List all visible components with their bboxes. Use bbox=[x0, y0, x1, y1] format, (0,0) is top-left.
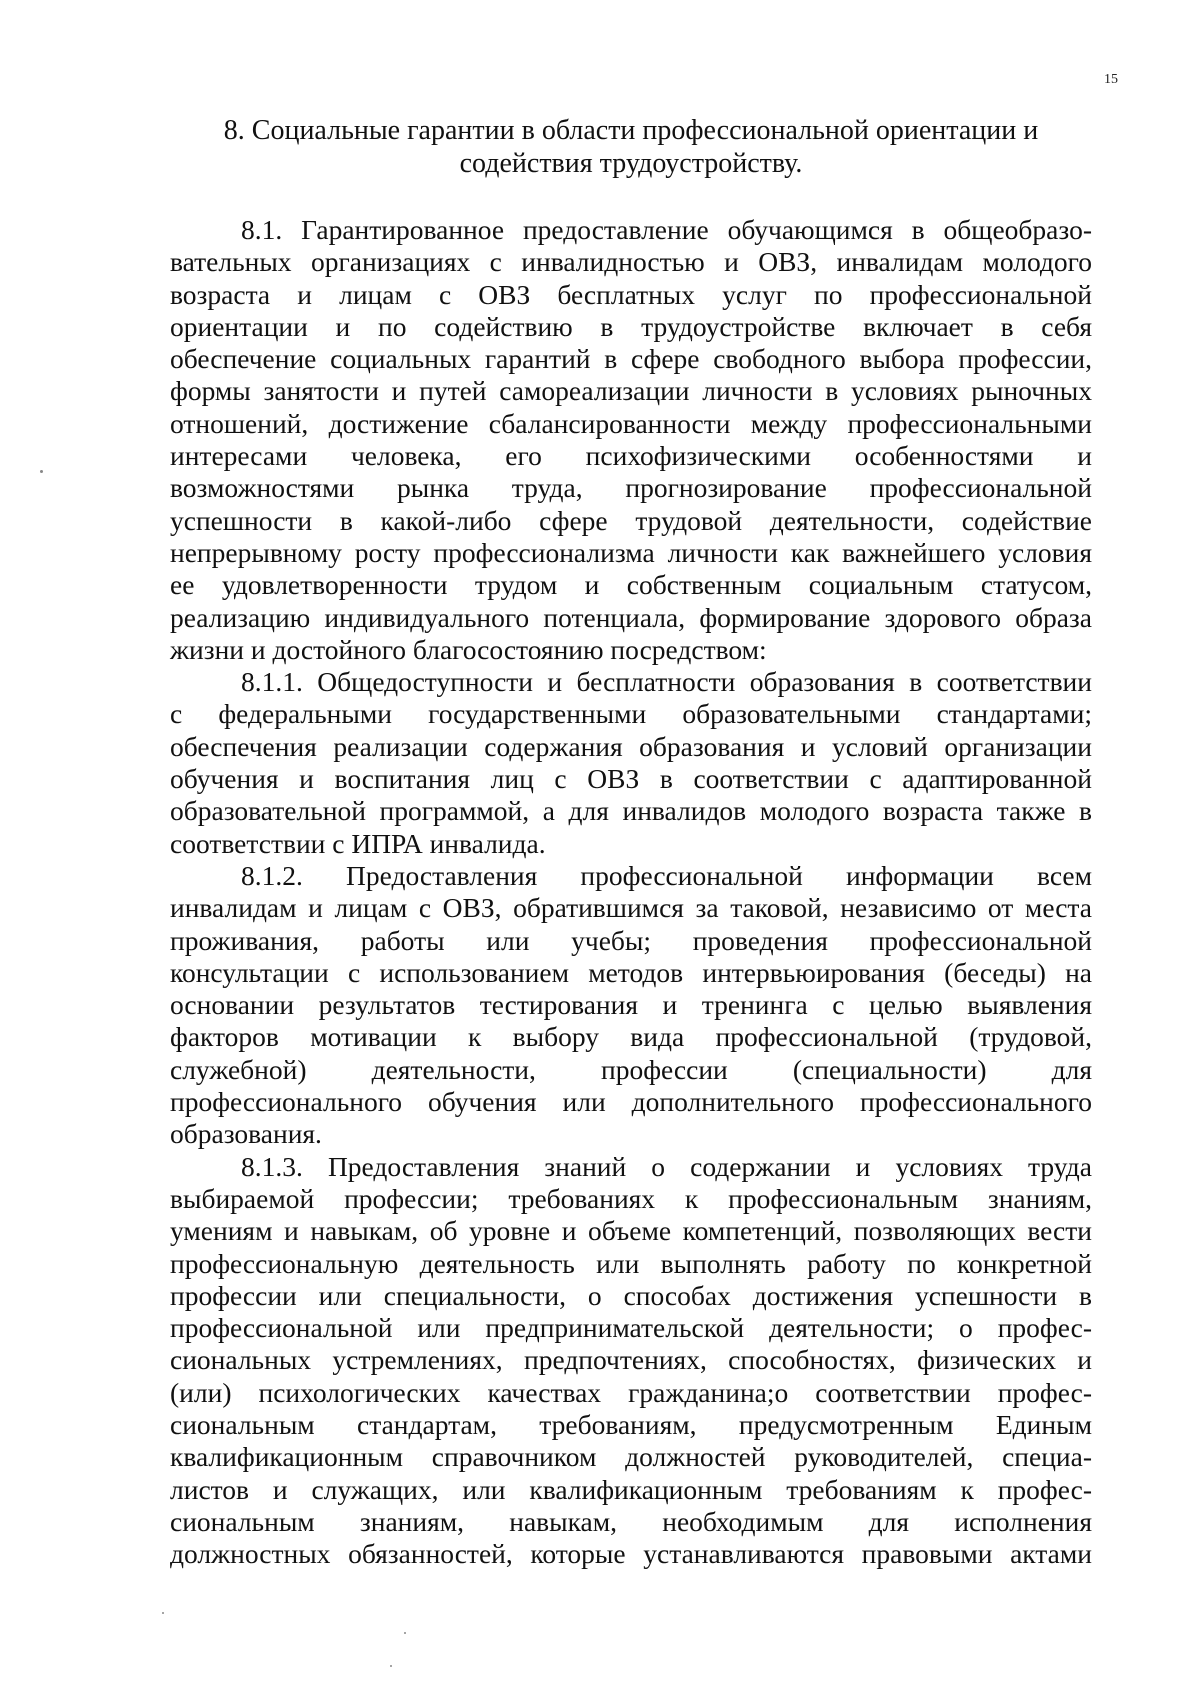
text-line: профессионального обучения или дополнительного профессионального bbox=[170, 1086, 1092, 1118]
scan-speck bbox=[40, 470, 43, 473]
text-line: умениям и навыкам, об уровне и объеме компетенций, позволяющих вести bbox=[170, 1215, 1092, 1247]
text-line: успешности в какой-либо сфере трудовой деятельности, содействие bbox=[170, 504, 1092, 536]
text-line: консультации с использованием методов интервьюирования (беседы) на bbox=[170, 956, 1092, 988]
text-line: ее удовлетворенности трудом и собственным социальным статусом, bbox=[170, 569, 1092, 601]
text-line: основании результатов тестирования и тренинга с целью выявления bbox=[170, 989, 1092, 1021]
paragraph-8-1-1 bbox=[170, 666, 1092, 860]
text-line: соответствии с ИПРА инвалида. bbox=[170, 827, 546, 859]
text-line: с федеральными государственными образовательными стандартами; bbox=[170, 698, 1092, 730]
text-line: факторов мотивации к выбору вида профессиональной (трудовой, bbox=[170, 1021, 1092, 1053]
text-line: образования. bbox=[170, 1118, 322, 1150]
text-line: возраста и лицам с ОВЗ бесплатных услуг по профессиональной bbox=[170, 278, 1092, 310]
text-line: 8.1.2. Предоставления профессиональной информации всем bbox=[241, 859, 1092, 891]
paragraph-8-1-3 bbox=[170, 1151, 1092, 1571]
text-line: (или) психологических качествах гражданина;о соответствии профес- bbox=[170, 1376, 1092, 1408]
text-line: отношений, достижение сбалансированности между профессиональными bbox=[170, 407, 1092, 439]
section-heading-line-1: 8. Социальные гарантии в области профессиональной ориентации и bbox=[223, 115, 1039, 146]
text-line: 8.1.1. Общедоступности и бесплатности образования в соответствии bbox=[241, 666, 1092, 698]
text-line: интересами человека, его психофизическими особенностями и bbox=[170, 440, 1092, 472]
text-line: возможностями рынка труда, прогнозирование профессиональной bbox=[170, 472, 1092, 504]
text-line: служебной) деятельности, профессии (специальности) для bbox=[170, 1053, 1092, 1085]
text-line: обеспечения реализации содержания образования и условий организации bbox=[170, 730, 1092, 762]
section-heading-line-2: содействия трудоустройству. bbox=[459, 148, 803, 179]
text-line: непрерывному росту профессионализма личности как важнейшего условия bbox=[170, 536, 1092, 568]
text-line: профессиональной или предпринимательской деятельности; о профес- bbox=[170, 1312, 1092, 1344]
text-line: квалификационным справочником должностей руководителей, специа- bbox=[170, 1441, 1092, 1473]
text-line: профессиональную деятельность или выполнять работу по конкретной bbox=[170, 1247, 1092, 1279]
paragraph-8-1-2 bbox=[170, 860, 1092, 1151]
text-line: профессии или специальности, о способах достижения успешности в bbox=[170, 1279, 1092, 1311]
page-number: 15 bbox=[1104, 72, 1118, 87]
body-text bbox=[170, 214, 1092, 1570]
text-line: жизни и достойного благосостоянию посредством: bbox=[170, 633, 767, 665]
text-line: листов и служащих, или квалификационным требованиям к профес- bbox=[170, 1473, 1092, 1505]
text-line: обеспечение социальных гарантий в сфере свободного выбора профессии, bbox=[170, 343, 1092, 375]
text-line: проживания, работы или учебы; проведения профессиональной bbox=[170, 924, 1092, 956]
text-line: должностных обязанностей, которые устанавливаются правовыми актами bbox=[170, 1538, 1092, 1570]
text-line: образовательной программой, а для инвалидов молодого возраста также в bbox=[170, 795, 1092, 827]
text-line: инвалидам и лицам с ОВЗ, обратившимся за таковой, независимо от места bbox=[170, 892, 1092, 924]
text-line: вательных организациях с инвалидностью и ОВЗ, инвалидам молодого bbox=[170, 246, 1092, 278]
text-line: сиональным стандартам, требованиям, предусмотренным Единым bbox=[170, 1408, 1092, 1440]
text-line: обучения и воспитания лиц с ОВЗ в соответствии с адаптированной bbox=[170, 763, 1092, 795]
text-line: сиональных устремлениях, предпочтениях, способностях, физических и bbox=[170, 1344, 1092, 1376]
scan-speck bbox=[404, 1632, 406, 1634]
text-line: реализацию индивидуального потенциала, формирование здорового образа bbox=[170, 601, 1092, 633]
scan-speck bbox=[390, 1665, 392, 1667]
text-line: 8.1.3. Предоставления знаний о содержании и условиях труда bbox=[241, 1150, 1092, 1182]
text-line: выбираемой профессии; требованиях к профессиональным знаниям, bbox=[170, 1182, 1092, 1214]
text-line: ориентации и по содействию в трудоустройстве включает в себя bbox=[170, 310, 1092, 342]
section-heading bbox=[170, 114, 1092, 180]
scan-speck bbox=[162, 1612, 164, 1614]
text-line: сиональным знаниям, навыкам, необходимым для исполнения bbox=[170, 1505, 1092, 1537]
paragraph-8-1 bbox=[170, 214, 1092, 666]
text-line: 8.1. Гарантированное предоставление обучающимся в общеобразо- bbox=[241, 214, 1092, 245]
text-line: формы занятости и путей самореализации личности в условиях рыночных bbox=[170, 375, 1092, 407]
